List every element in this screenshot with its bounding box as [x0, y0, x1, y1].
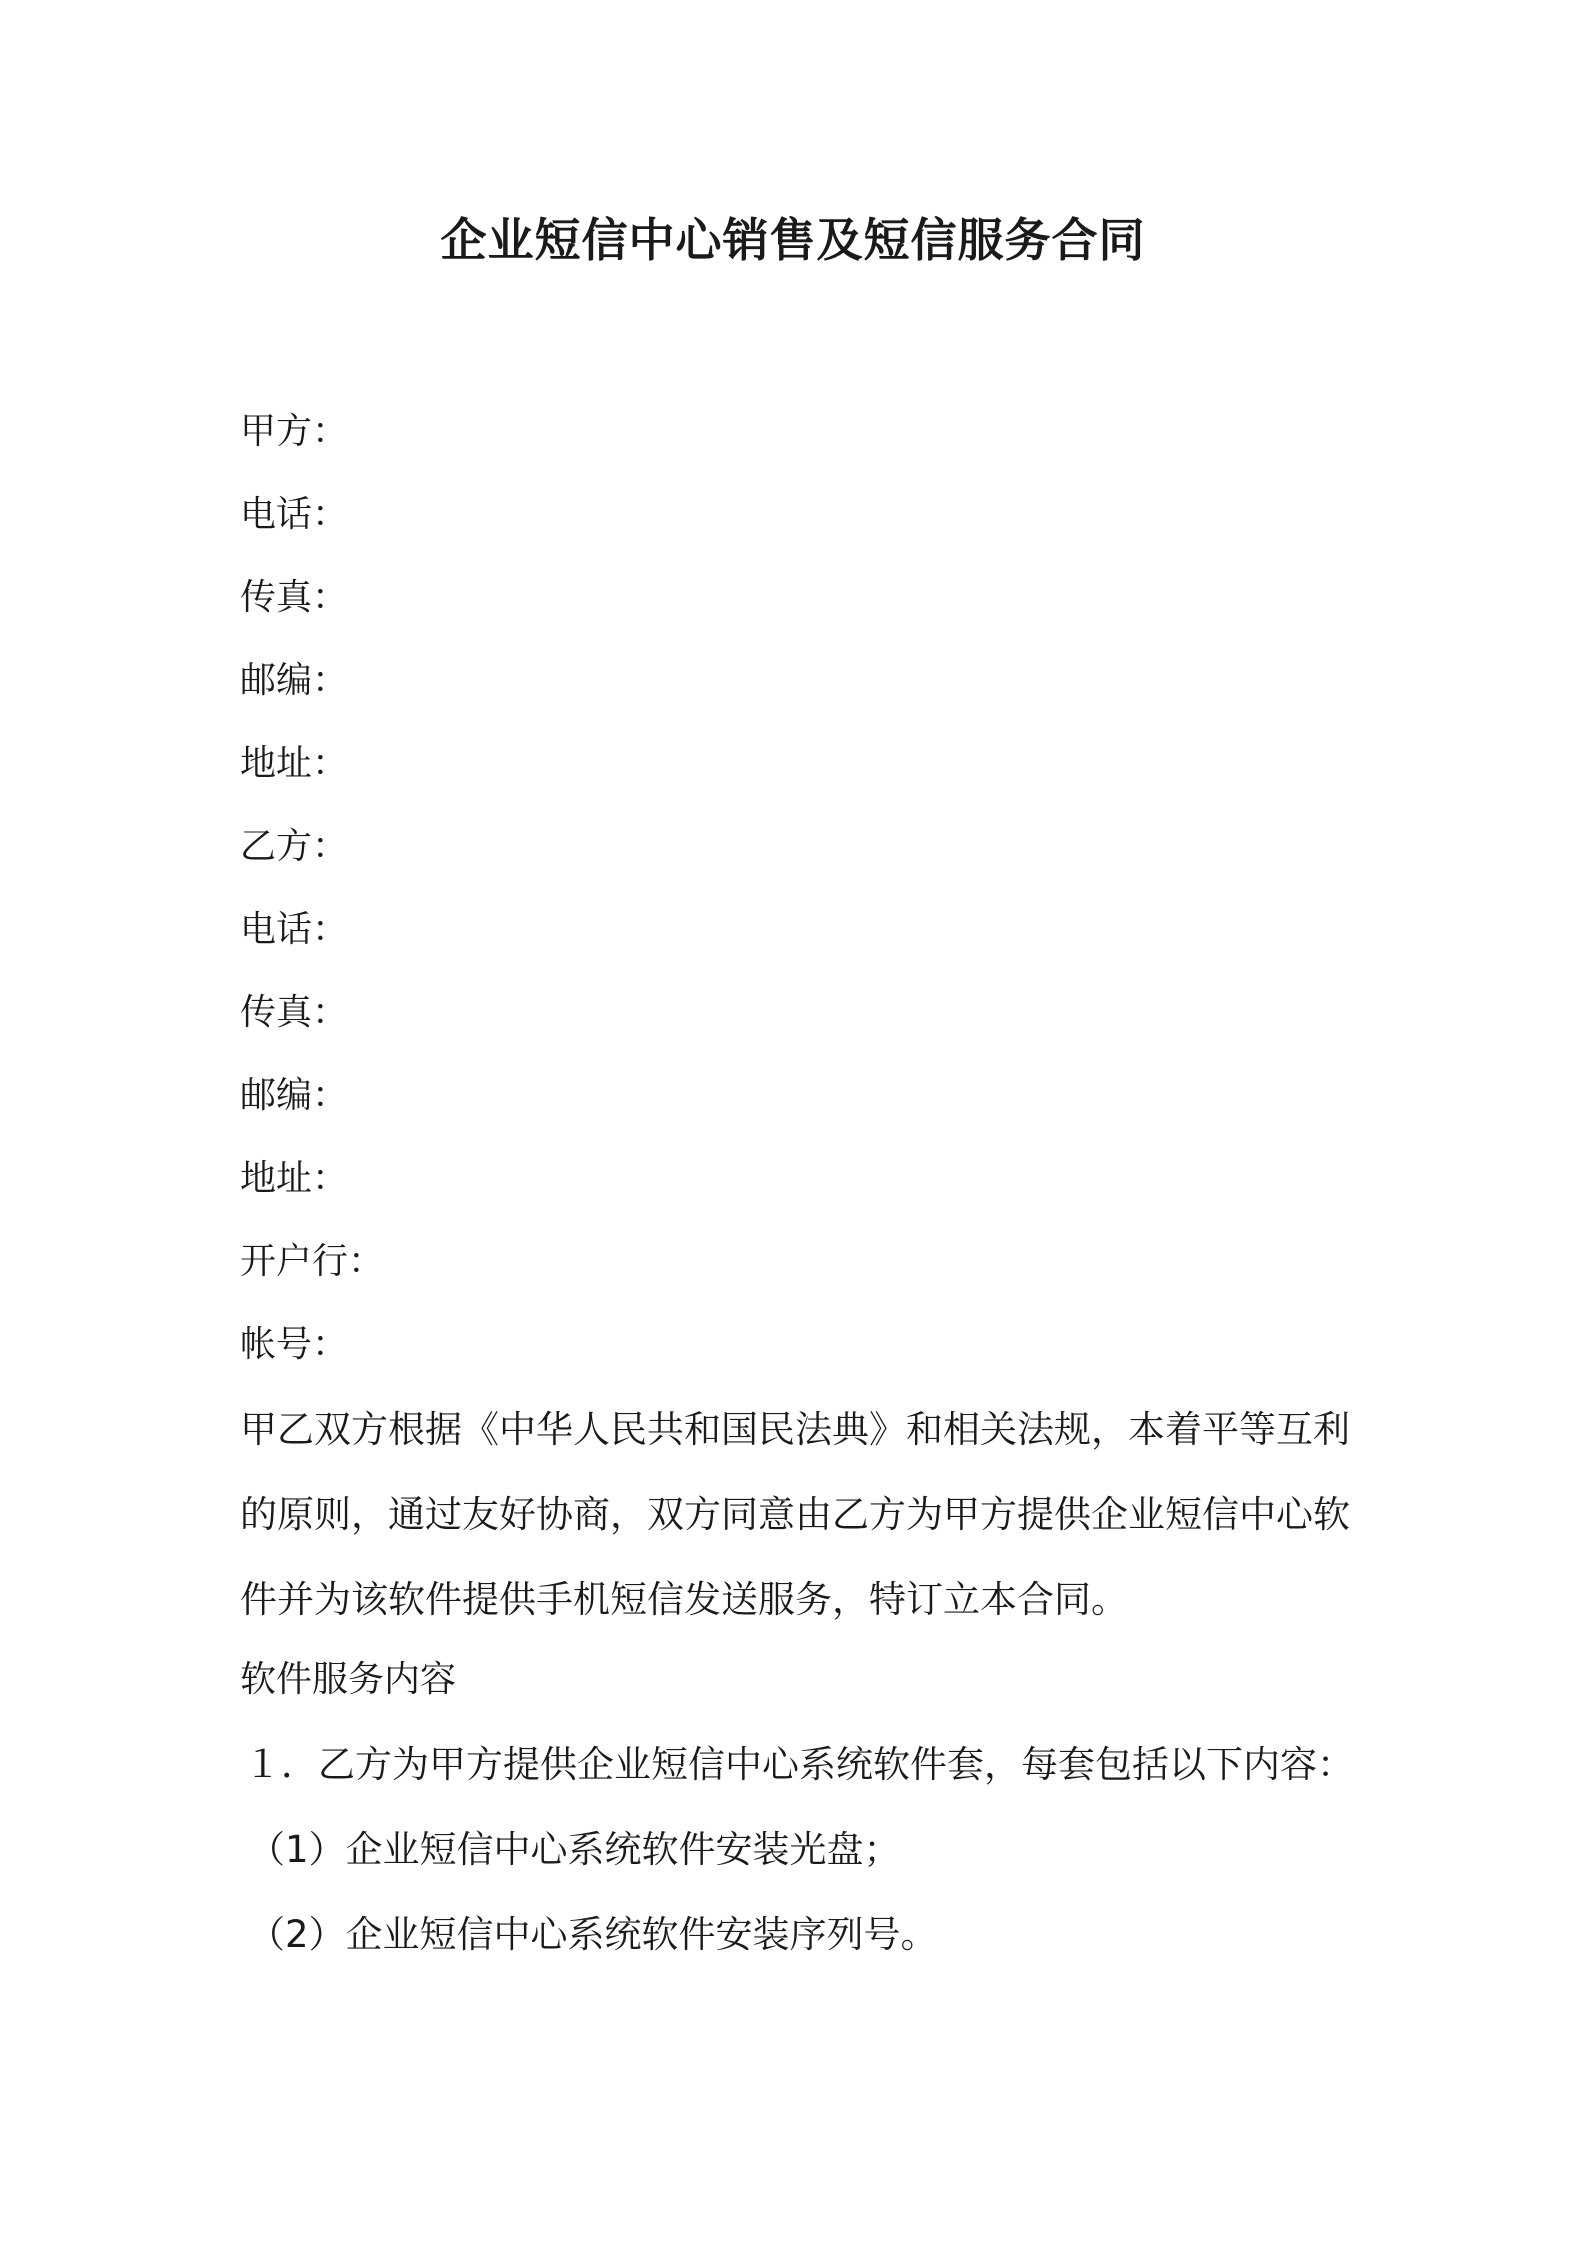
party-a-address-label: 地址： — [240, 743, 349, 784]
party-b-postcode-label: 邮编： — [240, 1075, 349, 1116]
party-a-fax-label: 传真： — [240, 577, 349, 618]
clause-1-item: （1）企业短信中心系统软件安装光盘； — [248, 1828, 901, 1871]
party-a-phone-label: 电话： — [240, 494, 349, 535]
party-b-address-label: 地址： — [240, 1158, 349, 1199]
section-heading: 软件服务内容 — [240, 1659, 457, 1700]
party-b-name-label: 乙方： — [240, 826, 349, 867]
intro-line: 件并为该软件提供手机短信发送服务，特订立本合同。 — [240, 1578, 1128, 1621]
party-a-name-label: 甲方： — [240, 411, 349, 452]
intro-line: 的原则，通过友好协商，双方同意由乙方为甲方提供企业短信中心软 — [240, 1493, 1350, 1536]
party-b-phone-label: 电话： — [240, 909, 349, 950]
clause-1: １．乙方为甲方提供企业短信中心系统软件套，每套包括以下内容： — [244, 1743, 1354, 1786]
party-b-bank-label: 开户行： — [240, 1241, 385, 1282]
document-title: 企业短信中心销售及短信服务合同 — [440, 213, 1146, 267]
intro-line: 甲乙双方根据《中华人民共和国民法典》和相关法规，本着平等互利 — [240, 1408, 1350, 1451]
clause-1-item: （2）企业短信中心系统软件安装序列号。 — [248, 1913, 938, 1956]
party-b-fax-label: 传真： — [240, 992, 349, 1033]
party-a-postcode-label: 邮编： — [240, 660, 349, 701]
party-b-account-label: 帐号： — [240, 1324, 349, 1365]
